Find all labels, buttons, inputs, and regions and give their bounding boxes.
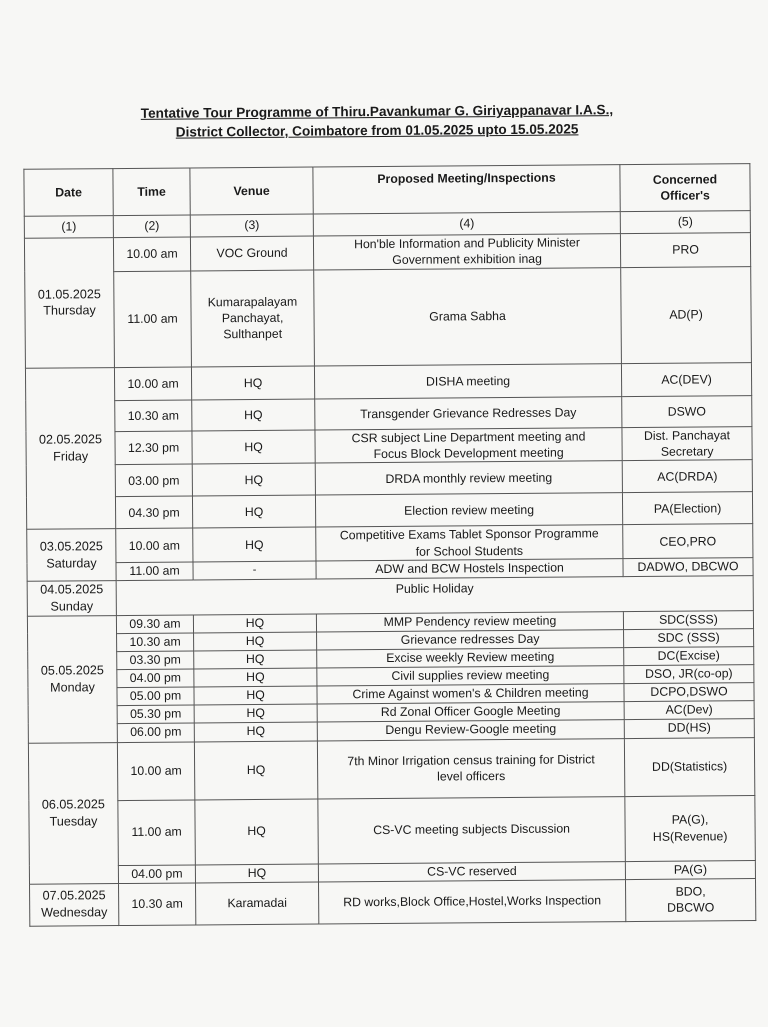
venue-cell [194,686,317,705]
venue-cell [194,668,317,687]
schedule-row [29,795,755,866]
meeting-line: for School Students [415,543,524,559]
officer-cell [622,492,752,525]
time-cell: 10.00 am [116,528,193,562]
venue-line: HQ [246,724,266,739]
meeting-cell [317,738,624,798]
time-cell: 04.00 pm [117,668,194,687]
column-number: (2) [113,215,190,238]
time-cell: 10.00 am [117,741,194,800]
schedule-row [24,233,750,272]
meeting-line: Competitive Exams Tablet Sponsor Programme [339,526,599,543]
officer-cell [625,878,755,921]
time-cell: 12.30 pm [115,431,192,465]
schedule-row [26,426,752,465]
meeting-line: DISHA meeting [425,373,511,389]
day-name: Sunday [50,599,94,614]
venue-cell [192,430,315,465]
time-cell: 05.00 pm [117,686,194,705]
venue-line: HQ [243,375,263,390]
officer-line: Dist. Panchayat [643,427,731,443]
officer-cell [622,395,752,427]
officer-line: DSWO [667,403,706,419]
time-cell: 03.30 pm [117,650,194,669]
officer-line: AC(Dev) [665,702,713,717]
header-officer-line-1: Concerned [652,171,718,187]
meeting-cell [315,396,622,429]
meeting-cell [316,559,623,579]
date-value: 06.05.2025 [41,796,105,812]
venue-cell [194,704,317,723]
day-name: Saturday [46,555,97,571]
venue-line: HQ [244,407,263,422]
officer-line: DBCWO [667,900,715,915]
venue-line: HQ [244,504,264,519]
officer-line: DCPO,DSWO [650,684,728,699]
meeting-cell [317,719,624,740]
day-name: Thursday [43,303,96,318]
meeting-line: Crime Against women's & Children meeting [352,685,589,702]
day-name: Friday [53,449,89,464]
meeting-line: Hon'ble Information and Publicity Minister [353,235,580,252]
meeting-cell [318,861,625,881]
venue-line: HQ [246,687,265,702]
meeting-cell [315,493,622,527]
meeting-cell [314,267,622,365]
time-cell: 04.30 pm [115,496,192,529]
meeting-line: Dengu Review-Google meeting [385,721,557,738]
venue-line: Sulthanpet [223,327,283,342]
officer-cell [622,460,752,493]
time-cell: 03.00 pm [115,464,192,497]
date-cell [24,238,114,368]
venue-line: Karamadai [227,895,287,911]
date-value: 07.05.2025 [42,888,106,903]
header-officer [620,164,750,212]
officer-cell [624,718,754,738]
date-cell [30,883,119,926]
schedule-row [27,524,753,563]
time-cell: 10.00 am [114,367,191,401]
venue-cell [193,527,316,562]
officer-line: PRO [672,242,699,257]
day-name: Tuesday [49,813,98,829]
officer-line: AC(DEV) [661,371,712,387]
officer-line: DD(Statistics) [651,759,728,774]
meeting-line: Civil supplies review meeting [391,667,550,683]
officer-cell [624,700,754,719]
meeting-cell [317,701,624,721]
venue-cell [191,366,314,400]
date-value: 02.05.2025 [38,432,103,447]
meeting-line: Election review meeting [404,502,535,518]
meeting-line: Grama Sabha [429,309,506,324]
venue-line: HQ [245,633,265,648]
date-value: 05.05.2025 [40,662,104,678]
time-cell: 05.30 pm [117,704,194,723]
meeting-line: Rd Zonal Officer Google Meeting [380,703,561,719]
header-meeting: Proposed Meeting/Inspections [313,165,620,214]
time-cell: 09.30 am [116,615,193,634]
officer-line: BDO, [675,884,706,899]
meeting-line: Grievance redresses Day [400,631,540,647]
meeting-line: Excise weekly Review meeting [386,649,555,665]
venue-cell [191,270,315,367]
venue-line: HQ [244,439,263,454]
day-name: Wednesday [41,905,108,920]
header-venue: Venue [190,167,313,215]
document-title-line-2: District Collector, Coimbatore from 01.05.2025 upto 15.05.2025 [175,121,579,140]
meeting-line: MMP Pendency review meeting [383,613,557,629]
venue-cell [193,614,316,633]
time-cell: 04.00 pm [118,864,195,883]
time-cell: 10.30 am [119,882,196,925]
officer-cell [621,266,752,363]
meeting-cell [315,427,622,463]
holiday-label: Public Holiday [116,576,753,615]
officer-line: AC(DRDA) [657,469,718,484]
venue-cell [192,495,315,528]
day-name: Monday [49,679,95,695]
officer-cell [624,664,754,683]
officer-cell [624,682,754,701]
date-cell [27,581,116,616]
officer-line: SDC (SSS) [657,630,720,645]
venue-cell [192,399,315,431]
meeting-cell [314,363,621,398]
header-row [24,164,750,217]
officer-line: HS(Revenue) [652,828,728,844]
venue-cell [195,799,319,865]
officer-line: SDC(SSS) [659,612,718,627]
meeting-line: DRDA monthly review meeting [385,470,553,486]
venue-line: VOC Ground [216,245,288,261]
meeting-line: 7th Minor Irrigation census training for District [347,752,595,768]
officer-cell [623,610,753,629]
officer-cell [624,737,754,796]
column-number: (4) [313,212,620,236]
schedule-row [30,878,756,926]
meeting-line: level officers [437,769,506,784]
date-cell [28,742,118,884]
time-cell: 10.30 am [115,400,192,432]
officer-cell [624,628,754,647]
venue-line: HQ [246,705,265,720]
schedule-row [28,737,754,801]
meeting-cell [313,234,620,270]
venue-cell [194,722,317,742]
time-cell: 10.30 am [117,632,194,651]
officer-line: PA(Election) [653,501,722,516]
venue-cell [193,561,316,580]
venue-cell [194,632,317,651]
meeting-line: ADW and BCW Hostels Inspection [375,560,564,577]
meeting-line: Focus Block Development meeting [373,445,564,462]
column-number: (5) [620,211,750,234]
venue-cell [194,650,317,669]
officer-line: DSO, JR(co-op) [645,666,733,681]
meeting-cell [317,683,624,703]
date-value: 03.05.2025 [39,539,103,554]
column-number: (3) [190,214,313,237]
officer-cell [623,558,753,577]
venue-line: HQ [245,537,264,552]
venue-line: HQ [244,472,264,487]
venue-line: HQ [246,669,265,684]
officer-line: PA(G), [671,812,709,827]
meeting-cell [315,461,622,495]
schedule-row [25,266,752,368]
officer-line: DD(HS) [667,720,711,736]
tour-programme-table [23,163,756,926]
officer-line: DC(Excise) [657,648,720,663]
venue-line: HQ [245,615,265,630]
time-cell: 11.00 am [114,271,192,368]
officer-line: DADWO, DBCWO [637,559,739,575]
venue-line: HQ [245,651,265,666]
meeting-line: CS-VC meeting subjects Discussion [373,821,571,838]
date-cell [25,367,115,529]
meeting-cell [317,665,624,685]
header-time: Time [113,168,190,216]
venue-cell [190,236,313,271]
officer-line: PA(G) [673,862,708,877]
column-number: (1) [24,216,113,239]
meeting-line: Government exhibition inag [392,252,543,268]
date-value: 01.05.2025 [37,286,101,302]
holiday-row [27,576,753,616]
venue-line: Panchayat, [221,310,284,326]
meeting-line: Transgender Grievance Redresses Day [360,404,577,421]
time-cell: 11.00 am [118,799,196,865]
officer-line: CEO,PRO [659,533,717,549]
meeting-line: CS-VC reserved [427,863,517,879]
header-date: Date [24,169,113,217]
meeting-cell [316,525,623,561]
time-cell: 06.00 pm [117,722,194,742]
date-cell [27,529,116,581]
time-cell: 11.00 am [116,562,193,581]
meeting-cell [318,796,626,863]
officer-cell [622,426,752,461]
meeting-line: CSR subject Line Department meeting and [351,429,586,445]
meeting-cell [318,879,625,923]
header-officer-line-2: Officer's [660,188,710,203]
officer-line: Secretary [660,444,714,459]
venue-line: HQ [247,824,266,839]
meeting-cell [316,611,623,631]
officer-cell [623,524,753,559]
venue-cell [195,864,318,883]
meeting-cell [317,647,624,667]
document-title-line-1: Tentative Tour Programme of Thiru.Pavankumar G. Giriyappanavar I.A.S., [140,102,614,121]
venue-line: - [252,564,257,577]
venue-cell [195,882,318,925]
date-cell [27,615,117,743]
officer-cell [620,233,750,268]
venue-cell [194,741,317,800]
officer-cell [621,362,751,396]
venue-line: HQ [246,762,266,777]
venue-line: HQ [247,865,267,880]
date-value: 04.05.2025 [40,582,104,597]
officer-cell [625,860,755,879]
officer-cell [625,795,756,861]
meeting-cell [317,629,624,649]
venue-line: Kumarapalayam [207,294,298,310]
officer-cell [624,646,754,665]
time-cell: 10.00 am [113,237,190,271]
officer-line: AD(P) [669,307,703,322]
venue-cell [192,463,315,496]
meeting-line: RD works,Block Office,Hostel,Works Inspection [343,893,602,910]
